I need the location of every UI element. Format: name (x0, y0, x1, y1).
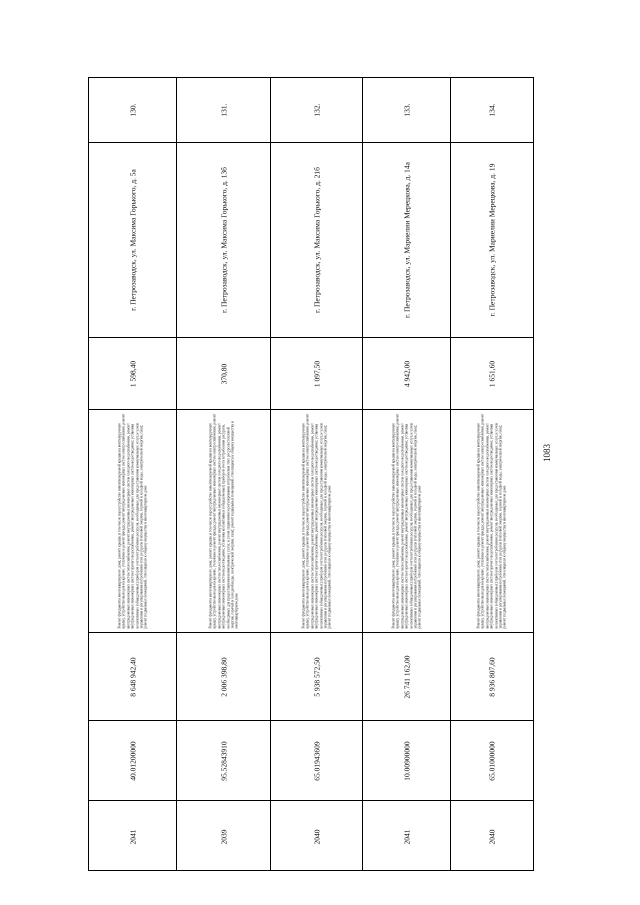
cell-address (451, 143, 533, 338)
row-number: 130. (128, 103, 137, 117)
cell-year (451, 801, 533, 872)
cell-area (271, 338, 362, 410)
cell-address (177, 143, 270, 338)
row-address: г. Петрозаводск, ул. Мариелии Мерецкова, д. 14а (402, 161, 411, 319)
row-area: 1 651,60 (487, 360, 497, 387)
cell-number (271, 78, 362, 143)
cell-number (451, 78, 533, 143)
cell-works (271, 410, 362, 633)
row-year: 2040 (487, 829, 497, 844)
cell-cost (177, 633, 270, 721)
row-year: 2041 (402, 829, 411, 844)
capital-repair-table (88, 77, 534, 871)
cell-area (89, 338, 176, 410)
cell-cost (89, 633, 176, 721)
row-works: Ремонт фундамента многоквартирного дома; ремонт крыши, в том числе переустройство невентилируемой крыши на вентилируемую крышу, устройство выходов на кровлю, утепление и ремонт фасада; ремонт внутридомовых инженерных систем электроснабжения, ремонт внутридомовых инженерных систем теплоснабжения, ремонт внутридомовых инженерных систем холодного водоснабжения, ремонт внутридомовых инженерных систем горячего водоснабжения, ремонт внутридомовых инженерных систем водоотведения; установка коллективных (общедомовых) приборов учета потребления ресурсов, необходимых для предоставления коммунальных услуг, и узлов управления и регулирования потребления этих ресурсов (тепловой энергии, горячей и холодной воды, электрической энергии, газа); ремонт подвальных помещений, относящихся к общему имуществу в многоквартирном доме (391, 413, 422, 629)
row-cost: 5 938 572,50 (312, 656, 321, 697)
cell-year (89, 801, 176, 872)
cell-cost (363, 633, 450, 721)
cell-address (363, 143, 450, 338)
table-row (451, 78, 533, 870)
row-specific-cost: 65.01000000 (487, 740, 497, 781)
row-works: Ремонт фундамента многоквартирного дома; ремонт крыши, в том числе переустройство невентилируемой крыши на вентилируемую крышу, устройство выходов на кровлю, утепление и ремонт фасада; ремонт внутридомовых инженерных систем электроснабжения, ремонт внутридомовых инженерных систем теплоснабжения, ремонт внутридомовых инженерных систем холодного водоснабжения, ремонт внутридомовых инженерных систем горячего водоснабжения, ремонт внутридомовых инженерных систем водоотведения; установка коллективных (общедомовых) приборов учета потребления ресурсов, необходимых для предоставления коммунальных услуг, и узлов управления и регулирования потребления этих ресурсов (тепловой энергии, горячей и холодной воды, электрической энергии, газа); ремонт подвальных помещений, относящихся к общему имуществу в многоквартирном доме (476, 413, 508, 629)
cell-year (177, 801, 270, 872)
cell-area (363, 338, 450, 410)
cell-works (177, 410, 270, 633)
row-year: 2039 (219, 829, 228, 844)
row-number: 133. (402, 103, 411, 117)
row-specific-cost: 10.00900000 (402, 740, 411, 781)
cell-specific-cost (363, 721, 450, 801)
cell-cost (451, 633, 533, 721)
cell-specific-cost (271, 721, 362, 801)
row-works: Ремонт фундамента многоквартирного дома; ремонт крыши, в том числе переустройство невентилируемой крыши на вентилируемую крышу, устройство выходов на кровлю, утепление и ремонт фасада; ремонт внутридомовых инженерных систем электроснабжения, ремонт внутридомовых инженерных систем теплоснабжения, ремонт внутридомовых инженерных систем холодного водоснабжения, ремонт внутридомовых инженерных систем горячего водоснабжения, ремонт внутридомовых инженерных систем водоотведения; установка коллективных (общедомовых) приборов учета потребления ресурсов, необходимых для предоставления коммунальных услуг, и узлов управления и регулирования потребления этих ресурсов (тепловой энергии, горячей и холодной воды, электрической энергии, газа); ремонт подвальных помещений, относящихся к общему имуществу в многоквартирном доме (117, 413, 148, 629)
cell-specific-cost (451, 721, 533, 801)
cell-works (451, 410, 533, 633)
row-area: 4 942,00 (402, 360, 411, 387)
cell-number (89, 78, 176, 143)
row-cost: 8 936 807,60 (487, 656, 497, 697)
row-cost: 8 648 942,40 (128, 656, 137, 697)
row-number: 131. (219, 103, 228, 117)
cell-works (89, 410, 176, 633)
row-works: Ремонт фундамента многоквартирного дома; ремонт крыши, в том числе переустройство невентилируемой крыши на вентилируемую крышу, устройство выходов на кровлю, утепление и ремонт фасада; ремонт внутридомовых инженерных систем электроснабжения, ремонт внутридомовых инженерных систем теплоснабжения, ремонт внутридомовых инженерных систем холодного водоснабжения, ремонт внутридомовых инженерных систем водоотведения; установка коллективных (общедомовых) приборов учета потребления ресурсов, необходимых для предоставления коммунальных услуг, и узлов управления и регулирования потребления этих ресурсов (тепловой энергии, горячей и холодной воды, электрической энергии, газа); ремонт подвальных помещений, относящихся к общему имуществу в многоквартирном доме (208, 413, 239, 629)
row-number: 132. (312, 103, 321, 117)
cell-area (451, 338, 533, 410)
cell-specific-cost (177, 721, 270, 801)
row-specific-cost: 40.01200000 (128, 740, 137, 781)
row-specific-cost: 95.52843910 (219, 740, 228, 781)
row-address: г. Петрозаводск, ул. Максима Горького, д. 21б (312, 167, 321, 313)
cell-cost (271, 633, 362, 721)
cell-number (177, 78, 270, 143)
row-area: 370,80 (219, 363, 228, 384)
row-works: Ремонт фундамента многоквартирного дома; ремонт крыши, в том числе переустройство невентилируемой крыши на вентилируемую крышу, устройство выходов на кровлю, утепление и ремонт фасада; ремонт внутридомовых инженерных систем электроснабжения, ремонт внутридомовых инженерных систем теплоснабжения, ремонт внутридомовых инженерных систем холодного водоснабжения, ремонт внутридомовых инженерных систем горячего водоснабжения, ремонт внутридомовых инженерных систем водоотведения; установка коллективных (общедомовых) приборов учета потребления ресурсов, необходимых для предоставления коммунальных услуг, и узлов управления и регулирования потребления этих ресурсов (тепловой энергии, горячей и холодной воды, электрической энергии, газа); ремонт подвальных помещений, относящихся к общему имуществу в многоквартирном доме (301, 413, 332, 629)
row-area: 1 598,40 (128, 360, 137, 387)
cell-address (271, 143, 362, 338)
table-row (177, 78, 271, 870)
page-number (538, 444, 556, 462)
cell-number (363, 78, 450, 143)
cell-address (89, 143, 176, 338)
table-row (89, 78, 177, 870)
page-number-text: 1083 (542, 444, 552, 462)
row-area: 1 097,50 (312, 360, 321, 387)
row-specific-cost: 65.01943609 (312, 740, 321, 781)
row-address: г. Петрозаводск, ул. Максима Горького, д. 5а (128, 169, 137, 311)
cell-year (271, 801, 362, 872)
row-address: г. Петрозаводск, ул. Мариелии Мерецкова, д. 19 (487, 163, 497, 317)
cell-year (363, 801, 450, 872)
cell-specific-cost (89, 721, 176, 801)
row-address: г. Петрозаводск, ул. Максима Горького, д. 13б (219, 167, 228, 313)
table-row (363, 78, 451, 870)
row-year: 2040 (312, 829, 321, 844)
row-year: 2041 (128, 829, 137, 844)
cell-area (177, 338, 270, 410)
cell-works (363, 410, 450, 633)
table-row (271, 78, 363, 870)
row-cost: 26 741 162,00 (402, 654, 411, 699)
row-cost: 2 006 398,80 (219, 656, 228, 697)
row-number: 134. (487, 103, 497, 117)
